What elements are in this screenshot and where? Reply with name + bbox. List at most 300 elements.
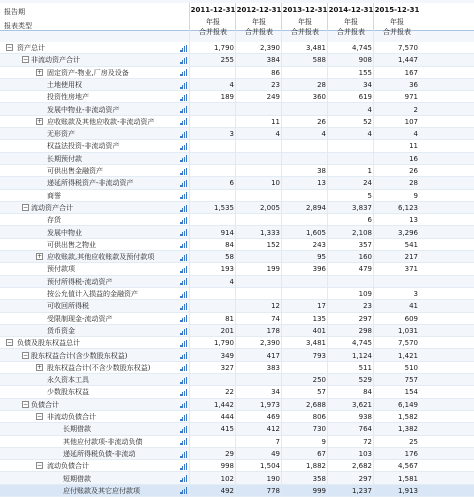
value-cell <box>190 190 236 202</box>
value-cell: 3,296 <box>397 228 418 237</box>
value-cell: 4,567 <box>397 462 418 471</box>
report-type-header-4: 合并报表 <box>383 28 411 36</box>
period-header-2[interactable]: 2013-12-31 <box>282 6 328 14</box>
table-row[interactable] <box>0 288 474 300</box>
report-period-label: 报告期 <box>4 8 25 16</box>
value-cell: 2,005 <box>259 203 280 212</box>
value-cell: 34 <box>363 80 372 89</box>
expand-icon[interactable]: + <box>37 117 43 125</box>
row-label: 权益法投资-非流动资产 <box>47 142 120 151</box>
value-cell: 58 <box>225 253 234 262</box>
value-cell <box>236 251 282 263</box>
report-type-label: 报表类型 <box>4 22 32 30</box>
value-cell: 34 <box>271 388 280 397</box>
expand-icon[interactable]: + <box>37 68 43 76</box>
row-label: 商誉 <box>47 191 61 200</box>
value-cell: 2,682 <box>351 462 372 471</box>
value-cell: 41 <box>409 302 418 311</box>
table-row[interactable] <box>0 460 474 472</box>
column-divider <box>327 31 328 495</box>
value-cell <box>282 214 328 226</box>
value-cell <box>190 300 236 312</box>
row-label: 应收账款,其他应收账款及预付款项 <box>47 253 155 262</box>
value-cell: 3,837 <box>351 203 372 212</box>
value-cell: 511 <box>358 363 372 372</box>
value-cell: 349 <box>220 351 234 360</box>
value-cell: 17 <box>317 302 326 311</box>
value-cell: 492 <box>220 486 234 495</box>
value-cell: 176 <box>404 449 418 458</box>
bar-chart-icon[interactable] <box>180 266 187 273</box>
row-label: 非流动资产合计 <box>31 56 80 65</box>
value-cell: 510 <box>404 363 418 372</box>
bar-chart-icon[interactable] <box>180 475 187 482</box>
column-divider <box>373 31 374 495</box>
value-cell: 11 <box>271 117 280 126</box>
value-cell: 190 <box>266 474 280 483</box>
bar-chart-icon[interactable] <box>180 426 187 433</box>
value-cell <box>236 165 282 177</box>
table-row[interactable] <box>0 276 474 288</box>
value-cell: 23 <box>271 80 280 89</box>
table-row[interactable] <box>0 436 474 448</box>
value-cell: 3 <box>229 130 234 139</box>
row-label: 其他应付款项-非流动负债 <box>63 437 143 446</box>
column-divider <box>189 31 190 495</box>
expand-icon[interactable]: + <box>37 363 43 371</box>
bar-chart-icon[interactable] <box>180 278 187 285</box>
value-cell <box>236 288 282 300</box>
row-label: 少数股东权益 <box>47 388 89 397</box>
value-cell: 971 <box>404 93 418 102</box>
bar-chart-icon[interactable] <box>180 106 187 113</box>
table-row[interactable] <box>0 239 474 251</box>
value-cell: 6,149 <box>397 400 418 409</box>
table-row[interactable] <box>0 485 474 497</box>
period-header-3[interactable]: 2014-12-31 <box>328 6 374 14</box>
bar-chart-icon[interactable] <box>180 229 187 236</box>
table-row[interactable] <box>0 325 474 337</box>
bar-chart-icon[interactable] <box>180 205 187 212</box>
collapse-icon[interactable]: − <box>37 413 43 420</box>
value-cell: 2,390 <box>259 44 280 52</box>
bar-chart-icon[interactable] <box>180 254 187 261</box>
bar-chart-icon[interactable] <box>180 401 187 408</box>
value-cell: 7,570 <box>397 339 418 348</box>
value-cell: 189 <box>220 93 234 102</box>
table-row[interactable] <box>0 177 474 189</box>
value-cell: 757 <box>404 376 418 385</box>
row-label: 长期预付款 <box>47 154 82 163</box>
value-cell: 107 <box>404 117 418 126</box>
value-cell: 9 <box>321 437 326 446</box>
value-cell: 469 <box>266 413 280 421</box>
collapse-icon[interactable]: − <box>7 44 13 51</box>
value-cell: 72 <box>363 437 372 446</box>
value-cell: 1,333 <box>259 228 280 237</box>
value-cell: 28 <box>317 80 326 89</box>
value-cell: 384 <box>266 56 280 65</box>
value-cell: 4,745 <box>351 339 372 348</box>
value-cell: 1,882 <box>305 462 326 471</box>
value-cell: 95 <box>317 253 326 262</box>
value-cell: 619 <box>358 93 372 102</box>
report-type-header-2: 合并报表 <box>291 28 319 36</box>
value-cell: 793 <box>312 351 326 360</box>
value-cell: 9 <box>413 191 418 200</box>
value-cell: 1 <box>367 167 372 175</box>
table-row[interactable] <box>0 42 474 54</box>
table-row[interactable] <box>0 300 474 312</box>
value-cell <box>236 190 282 202</box>
value-cell: 7 <box>275 437 280 446</box>
period-header-4[interactable]: 2015-12-31 <box>374 6 420 14</box>
value-cell: 4 <box>275 130 280 139</box>
bar-chart-icon[interactable] <box>180 217 187 224</box>
value-cell <box>190 140 236 152</box>
value-cell: 7,570 <box>397 44 418 52</box>
table-row[interactable] <box>0 128 474 140</box>
value-cell <box>282 288 328 300</box>
value-cell: 23 <box>363 302 372 311</box>
table-row[interactable] <box>0 54 474 66</box>
value-cell: 201 <box>220 326 234 335</box>
collapse-icon[interactable]: − <box>23 56 29 64</box>
value-cell: 22 <box>225 388 234 397</box>
bar-chart-icon[interactable] <box>180 303 187 310</box>
table-row[interactable] <box>0 362 474 374</box>
bar-chart-icon[interactable] <box>180 180 187 187</box>
value-cell: 297 <box>358 474 372 483</box>
value-cell: 529 <box>358 376 372 385</box>
table-row[interactable] <box>0 91 474 103</box>
row-label: 应付账款及其它应付款项 <box>63 486 140 495</box>
row-label: 股东权益合计(含少数股东权益) <box>31 351 128 360</box>
table-row[interactable] <box>0 423 474 435</box>
value-cell: 243 <box>312 240 326 249</box>
value-cell: 16 <box>409 154 418 163</box>
value-cell: 4 <box>229 277 234 286</box>
table-row[interactable] <box>0 386 474 398</box>
table-row[interactable] <box>0 337 474 349</box>
value-cell: 3,481 <box>305 44 326 52</box>
value-cell: 371 <box>404 265 418 274</box>
value-cell <box>190 165 236 177</box>
value-cell: 3,621 <box>351 400 372 409</box>
value-cell <box>190 67 236 79</box>
table-row[interactable] <box>0 399 474 411</box>
value-cell: 26 <box>409 167 418 175</box>
value-cell: 2,894 <box>305 203 326 212</box>
value-cell: 102 <box>220 474 234 483</box>
value-cell: 609 <box>404 314 418 323</box>
bar-chart-icon[interactable] <box>180 82 187 89</box>
value-cell <box>236 276 282 288</box>
value-cell: 778 <box>266 486 280 495</box>
value-cell: 2,390 <box>259 339 280 348</box>
value-cell: 383 <box>266 363 280 372</box>
row-label: 长期借款 <box>63 425 91 434</box>
value-cell: 298 <box>358 326 372 335</box>
value-cell: 28 <box>409 179 418 188</box>
bar-chart-icon[interactable] <box>180 389 187 396</box>
value-cell: 1,973 <box>259 400 280 409</box>
table-row[interactable] <box>0 411 474 423</box>
table-row[interactable] <box>0 190 474 202</box>
value-cell <box>328 140 374 152</box>
value-cell <box>190 214 236 226</box>
value-cell: 160 <box>358 253 372 262</box>
value-cell <box>190 374 236 386</box>
value-cell <box>190 104 236 116</box>
value-cell <box>236 214 282 226</box>
value-cell: 67 <box>317 449 326 458</box>
table-row[interactable] <box>0 79 474 91</box>
row-label: 预付所得税-流动资产 <box>47 277 113 286</box>
subtype-header-2: 年报 <box>298 18 312 26</box>
bar-chart-icon[interactable] <box>180 57 187 64</box>
bar-chart-icon[interactable] <box>180 155 187 162</box>
row-label: 可供出售金融资产 <box>47 167 103 175</box>
table-row[interactable] <box>0 313 474 325</box>
value-cell <box>282 362 328 374</box>
bar-chart-icon[interactable] <box>180 377 187 384</box>
value-cell: 4 <box>367 130 372 139</box>
value-cell: 588 <box>312 56 326 65</box>
value-cell: 412 <box>266 425 280 434</box>
table-row[interactable] <box>0 202 474 214</box>
bar-chart-icon[interactable] <box>180 94 187 101</box>
value-cell: 10 <box>271 179 280 188</box>
value-cell: 806 <box>312 413 326 421</box>
value-cell: 24 <box>363 179 372 188</box>
table-row[interactable] <box>0 448 474 460</box>
value-cell: 86 <box>271 68 280 77</box>
value-cell: 938 <box>358 413 372 421</box>
bar-chart-icon[interactable] <box>180 241 187 248</box>
table-row[interactable] <box>0 165 474 177</box>
report-type-header-0: 合并报表 <box>199 28 227 36</box>
value-cell: 13 <box>409 216 418 225</box>
value-cell: 167 <box>404 68 418 77</box>
table-row[interactable] <box>0 104 474 116</box>
value-cell: 730 <box>312 425 326 434</box>
value-cell: 417 <box>266 351 280 360</box>
row-label: 固定资产-物业,厂房及设备 <box>47 68 129 77</box>
value-cell: 81 <box>225 314 234 323</box>
value-cell <box>190 153 236 165</box>
value-cell: 1,581 <box>397 474 418 483</box>
bar-chart-icon[interactable] <box>180 414 187 421</box>
report-type-header-3: 合并报表 <box>337 28 365 36</box>
value-cell: 249 <box>266 93 280 102</box>
value-cell: 1,790 <box>213 44 234 52</box>
bar-chart-icon[interactable] <box>180 463 187 470</box>
value-cell: 327 <box>220 363 234 372</box>
value-cell <box>282 104 328 116</box>
value-cell <box>374 276 420 288</box>
row-label: 受限制现金-流动资产 <box>47 314 113 323</box>
table-row[interactable] <box>0 263 474 275</box>
period-header-0[interactable]: 2011-12-31 <box>190 6 236 14</box>
table-row[interactable] <box>0 116 474 128</box>
value-cell: 152 <box>266 240 280 249</box>
value-cell: 255 <box>220 56 234 65</box>
value-cell: 914 <box>220 228 234 237</box>
value-cell: 6 <box>229 179 234 188</box>
value-cell: 1,124 <box>351 351 372 360</box>
value-cell: 908 <box>358 56 372 65</box>
collapse-icon[interactable]: − <box>7 339 13 347</box>
value-cell: 11 <box>409 142 418 151</box>
table-row[interactable] <box>0 140 474 152</box>
row-label: 短期借款 <box>63 474 91 483</box>
value-cell: 1,447 <box>397 56 418 65</box>
value-cell: 12 <box>271 302 280 311</box>
value-cell: 3,481 <box>305 339 326 348</box>
value-cell: 396 <box>312 265 326 274</box>
table-row[interactable] <box>0 214 474 226</box>
row-label: 永久资本工具 <box>47 376 89 385</box>
row-label: 负债合计 <box>31 400 59 409</box>
row-label: 货币资金 <box>47 326 75 335</box>
bar-chart-icon[interactable] <box>180 45 187 52</box>
value-cell <box>190 436 236 448</box>
collapse-icon[interactable]: − <box>23 351 29 359</box>
value-cell <box>282 276 328 288</box>
table-row[interactable] <box>0 153 474 165</box>
value-cell: 135 <box>312 314 326 323</box>
collapse-icon[interactable]: − <box>23 400 29 408</box>
value-cell: 1,421 <box>397 351 418 360</box>
value-cell <box>236 140 282 152</box>
bar-chart-icon[interactable] <box>180 131 187 138</box>
value-cell: 444 <box>220 413 234 421</box>
period-header-1[interactable]: 2012-12-31 <box>236 6 282 14</box>
bar-chart-icon[interactable] <box>180 487 187 494</box>
value-cell: 358 <box>312 474 326 483</box>
value-cell: 1,382 <box>397 425 418 434</box>
value-cell <box>236 374 282 386</box>
bar-chart-icon[interactable] <box>180 340 187 347</box>
bar-chart-icon[interactable] <box>180 192 187 199</box>
value-cell: 4 <box>321 130 326 139</box>
value-cell: 4,745 <box>351 44 372 52</box>
table-row[interactable] <box>0 227 474 239</box>
value-cell: 2 <box>413 105 418 114</box>
row-label: 按公允值计入损益的金融资产 <box>47 290 138 298</box>
row-label: 可收回所得税 <box>47 302 89 311</box>
value-cell: 357 <box>358 240 372 249</box>
value-cell: 109 <box>358 290 372 298</box>
column-divider <box>235 31 236 495</box>
bar-chart-icon[interactable] <box>180 143 187 150</box>
value-cell: 155 <box>358 68 372 77</box>
row-label: 发展中物业 <box>47 228 82 237</box>
value-cell: 57 <box>317 388 326 397</box>
value-cell: 1,504 <box>259 462 280 471</box>
row-label: 递延所得税负债-非流动 <box>63 449 136 458</box>
value-cell: 6,123 <box>397 203 418 212</box>
bar-chart-icon[interactable] <box>180 328 187 335</box>
value-cell: 3 <box>413 290 418 298</box>
value-cell: 217 <box>404 253 418 262</box>
row-label: 流动资产合计 <box>31 203 73 212</box>
value-cell: 52 <box>363 117 372 126</box>
row-label: 土地使用权 <box>47 80 82 89</box>
value-cell: 26 <box>317 117 326 126</box>
report-type-header-1: 合并报表 <box>245 28 273 36</box>
value-cell: 2,688 <box>305 400 326 409</box>
value-cell: 1,582 <box>397 413 418 421</box>
table-row[interactable] <box>0 67 474 79</box>
table-row[interactable] <box>0 374 474 386</box>
bar-chart-icon[interactable] <box>180 168 187 175</box>
value-cell: 764 <box>358 425 372 434</box>
value-cell: 297 <box>358 314 372 323</box>
subtype-header-4: 年报 <box>390 18 404 26</box>
row-label: 发展中物业-非流动资产 <box>47 105 120 114</box>
value-cell: 4 <box>229 80 234 89</box>
value-cell: 998 <box>220 462 234 471</box>
value-cell: 4 <box>367 105 372 114</box>
row-label: 无形资产 <box>47 130 75 139</box>
value-cell: 4 <box>413 130 418 139</box>
value-cell <box>282 190 328 202</box>
table-row[interactable] <box>0 251 474 263</box>
value-cell: 5 <box>367 191 372 200</box>
value-cell: 29 <box>225 449 234 458</box>
value-cell: 415 <box>220 425 234 434</box>
row-label: 股东权益合计(不含少数股东权益) <box>47 363 151 372</box>
bar-chart-icon[interactable] <box>180 352 187 359</box>
value-cell <box>282 67 328 79</box>
value-cell: 199 <box>266 265 280 274</box>
value-cell: 1,031 <box>397 326 418 335</box>
row-label: 投资性房地产 <box>47 93 89 102</box>
subtype-header-1: 年报 <box>252 18 266 26</box>
collapse-icon[interactable]: − <box>23 203 29 211</box>
value-cell: 250 <box>312 376 326 385</box>
bar-chart-icon[interactable] <box>180 364 187 371</box>
expand-icon[interactable]: + <box>37 253 43 261</box>
bar-chart-icon[interactable] <box>180 315 187 322</box>
value-cell: 36 <box>409 80 418 89</box>
bar-chart-icon[interactable] <box>180 291 187 298</box>
table-row[interactable] <box>0 473 474 485</box>
value-cell: 1,237 <box>351 486 372 495</box>
bar-chart-icon[interactable] <box>180 438 187 445</box>
bar-chart-icon[interactable] <box>180 69 187 76</box>
value-cell <box>328 276 374 288</box>
value-cell <box>236 153 282 165</box>
row-label: 非流动负债合计 <box>47 413 96 421</box>
value-cell: 84 <box>225 240 234 249</box>
value-cell <box>236 104 282 116</box>
table-row[interactable] <box>0 350 474 362</box>
value-cell: 178 <box>266 326 280 335</box>
row-label: 应收账款及其他应收款-非流动资产 <box>47 117 155 126</box>
collapse-icon[interactable]: − <box>37 462 43 470</box>
bar-chart-icon[interactable] <box>180 451 187 458</box>
row-label: 可供出售之物业 <box>47 240 96 249</box>
value-cell: 1,605 <box>305 228 326 237</box>
value-cell: 541 <box>404 240 418 249</box>
value-cell <box>282 153 328 165</box>
value-cell: 154 <box>404 388 418 397</box>
bar-chart-icon[interactable] <box>180 118 187 125</box>
value-cell: 38 <box>317 167 326 175</box>
